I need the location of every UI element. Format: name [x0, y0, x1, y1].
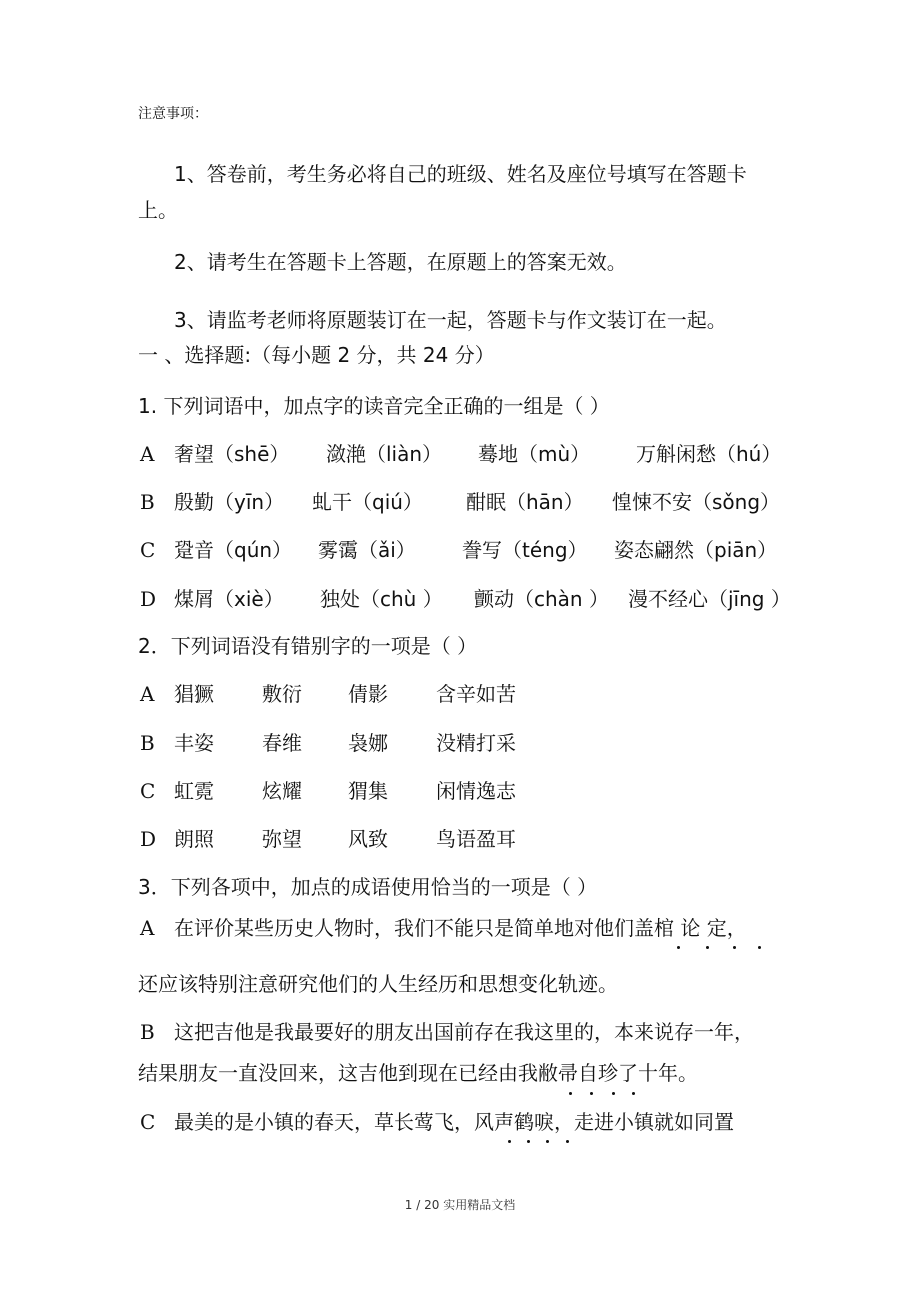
section-heading: 一 、选择题:（每小题 2 分，共 24 分）: [138, 343, 495, 367]
option-item: 鸟语盈耳: [436, 827, 516, 851]
q3-option-a-line2: 还应该特别注意研究他们的人生经历和思想变化轨迹。: [138, 972, 618, 996]
option-item: 酣眠（hān）: [466, 490, 584, 514]
option-item: 风致: [348, 827, 388, 851]
option-item: 奢望（shē）: [174, 442, 290, 466]
option-item: 朗照: [174, 827, 214, 851]
option-item: 誊写（téng）: [462, 538, 588, 562]
option-item: 姿态翩然（piān）: [614, 538, 778, 562]
q3-option-c-line1: 最美的是小镇的春天，草长莺飞，风声鹤唳，走进小镇就如同置: [174, 1110, 734, 1134]
option-item: 潋滟（liàn）: [326, 442, 443, 466]
notice-item-3: 3、请监考老师将原题装订在一起，答题卡与作文装订在一起。: [174, 308, 727, 332]
option-item: 倩影: [348, 682, 388, 706]
option-item: 丰姿: [174, 731, 214, 755]
option-item: 惶悚不安（sǒng）: [612, 490, 781, 514]
option-letter: B: [140, 1020, 155, 1044]
emphasis-dot: [569, 1092, 572, 1095]
option-item: 殷勤（yīn）: [174, 490, 285, 514]
option-item: 虹霓: [174, 779, 214, 803]
option-item: 煤屑（xiè）: [174, 587, 284, 611]
emphasis-dot: [632, 1092, 635, 1095]
q3-option-a-line1: 在评价某些历史人物时，我们不能只是简单地对他们盖棺 论 定，: [174, 916, 747, 940]
option-letter: A: [140, 916, 155, 940]
option-item: 炫耀: [262, 779, 302, 803]
emphasis-dot: [508, 1140, 511, 1143]
option-letter: B: [140, 731, 155, 755]
option-item: 猖獗: [174, 682, 214, 706]
option-letter: C: [140, 779, 156, 803]
option-item: 虬干（qiú）: [312, 490, 423, 514]
emphasis-dot: [546, 1140, 549, 1143]
option-letter: C: [140, 538, 156, 562]
emphasis-dot: [612, 1092, 615, 1095]
option-item: 敷衍: [262, 682, 302, 706]
option-item: 弥望: [262, 827, 302, 851]
notice-item-1: 1、答卷前，考生务必将自己的班级、姓名及座位号填写在答题卡: [174, 162, 747, 186]
option-letter: C: [140, 1110, 156, 1134]
option-item: 漫不经心（jīng ）: [628, 587, 791, 611]
q3-option-b-line1: 这把吉他是我最要好的朋友出国前存在我这里的，本来说存一年，: [174, 1020, 754, 1044]
q2-stem: 2．下列词语没有错别字的一项是（ ）: [138, 634, 478, 658]
notice-item-2: 2、请考生在答题卡上答题，在原题上的答案无效。: [174, 250, 627, 274]
option-item: 万斛闲愁（hú）: [636, 442, 782, 466]
emphasis-dot: [677, 946, 680, 949]
emphasis-dot: [733, 946, 736, 949]
option-item: 闲情逸志: [436, 779, 516, 803]
option-item: 跫音（qún）: [174, 538, 293, 562]
option-item: 猬集: [348, 779, 388, 803]
q3-option-b-line2: 结果朋友一直没回来，这吉他到现在已经由我敝帚自珍了十年。: [138, 1061, 698, 1085]
option-letter: B: [140, 490, 155, 514]
notice-item-1-cont: 上。: [138, 198, 178, 222]
emphasis-dot: [758, 946, 761, 949]
emphasis-dot: [566, 1140, 569, 1143]
option-item: 含辛如苦: [436, 682, 516, 706]
option-item: 春维: [262, 731, 302, 755]
option-item: 没精打采: [436, 731, 516, 755]
option-item: 雾霭（ǎi）: [318, 538, 416, 562]
option-item: 颤动（chàn ）: [474, 587, 609, 611]
option-letter: A: [140, 682, 155, 706]
q1-stem: 1. 下列词语中，加点字的读音完全正确的一组是（ ）: [138, 394, 610, 418]
option-letter: D: [140, 587, 157, 611]
option-letter: A: [140, 442, 155, 466]
option-item: 独处（chù ）: [320, 587, 443, 611]
option-item: 蓦地（mù）: [478, 442, 591, 466]
notice-title: 注意事项：: [138, 106, 208, 122]
emphasis-dot: [527, 1140, 530, 1143]
page-footer: 1 / 20 实用精品文档: [404, 1198, 516, 1212]
emphasis-dot: [590, 1092, 593, 1095]
emphasis-dot: [706, 946, 709, 949]
q3-stem: 3．下列各项中，加点的成语使用恰当的一项是（ ）: [138, 875, 598, 899]
option-letter: D: [140, 827, 157, 851]
option-item: 袅娜: [348, 731, 388, 755]
